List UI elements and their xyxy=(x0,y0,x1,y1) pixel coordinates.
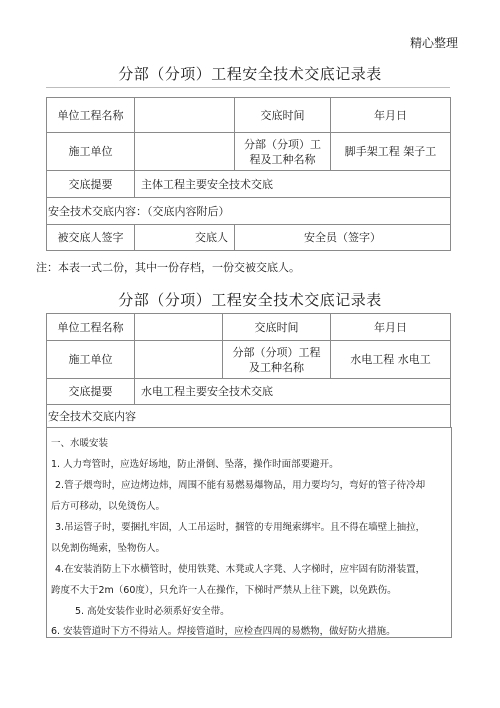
form1-safety-officer-label: 安全员（签字） xyxy=(235,225,451,251)
content-line: 1. 人力弯管时，应选好场地，防止滑倒、坠落，操作时面部要避开。 xyxy=(51,459,339,470)
content-line: 以免割伤绳索，坠物伤人。 xyxy=(51,543,166,554)
form1-sub-project-value[interactable]: 脚手架工程 架子工 xyxy=(331,133,451,171)
form2-table xyxy=(46,313,451,428)
form1-handover-time-label: 交底时间 xyxy=(235,98,331,133)
divider xyxy=(46,87,450,88)
content-line: 后方可移动，以免烫伤人。 xyxy=(51,501,166,512)
content-line: 跨度不大于2m（60度），只允许一人在操作，下梯时严禁从上往下跳，以免跌伤。 xyxy=(51,585,397,596)
header-note: 精心整理 xyxy=(409,36,458,50)
content-box xyxy=(46,427,452,638)
form1-table xyxy=(46,97,451,251)
form2-construction-unit-label: 施工单位 xyxy=(47,341,135,379)
form1-content-label: 安全技术交底内容：（交底内容附后） xyxy=(47,198,451,225)
form2-construction-unit-value[interactable] xyxy=(135,341,223,379)
form1-summary-label: 交底提要 xyxy=(47,171,135,198)
form2-sub-project-value[interactable]: 水电工程 水电工 xyxy=(331,341,451,379)
content-line: 6. 安装管道时下方不得站人。焊接管道时，应检查四周的易燃物，做好防火措施。 xyxy=(51,626,396,637)
content-line: 4.在安装消防上下水横管时，使用铁凳、木凳或人字凳、人字梯时，应牢固有防滑装置， xyxy=(55,564,426,575)
content-line: 3.吊运管子时，要捆扎牢固，人工吊运时，捆管的专用绳索绑牢。且不得在墙壁上抽拉， xyxy=(55,522,426,533)
form2-handover-time-value[interactable]: 年月日 xyxy=(331,314,451,341)
form1-signer-label: 被交底人签字 xyxy=(47,225,135,251)
form2-summary-value[interactable]: 水电工程主要安全技术交底 xyxy=(135,379,451,405)
form1-unit-project-label: 单位工程名称 xyxy=(47,98,135,133)
form1-construction-unit-value[interactable] xyxy=(135,133,235,171)
form1-summary-value[interactable]: 主体工程主要安全技术交底 xyxy=(135,171,451,198)
form2-sub-project-label: 分部（分项）工程及工种名称 xyxy=(223,341,331,379)
content-line: 5. 高处安装作业时必须系好安全带。 xyxy=(75,606,230,617)
form1-unit-project-value[interactable] xyxy=(135,98,235,133)
footnote: 注：本表一式二份，其中一份存档，一份交被交底人。 xyxy=(36,261,300,274)
form2-content-label: 安全技术交底内容 xyxy=(47,405,451,428)
form1-construction-unit-label: 施工单位 xyxy=(47,133,135,171)
content-line: 一、水暖安装 xyxy=(51,438,109,449)
form1-handover-person-label: 交底人 xyxy=(135,225,235,251)
form2-unit-project-value[interactable] xyxy=(135,314,223,341)
form2-summary-label: 交底提要 xyxy=(47,379,135,405)
form1-handover-time-value[interactable]: 年月日 xyxy=(331,98,451,133)
form2-handover-time-label: 交底时间 xyxy=(223,314,331,341)
form2-title: 分部（分项）工程安全技术交底记录表 xyxy=(118,291,382,309)
form2-unit-project-label: 单位工程名称 xyxy=(47,314,135,341)
form1-sub-project-label: 分部（分项）工程及工种名称 xyxy=(235,133,331,171)
form1-title: 分部（分项）工程安全技术交底记录表 xyxy=(118,65,382,83)
content-line: 2.管子煨弯时，应边烤边炜，周围不能有易燃易爆物品，用力要均匀，弯好的管子待冷却 xyxy=(55,480,426,491)
